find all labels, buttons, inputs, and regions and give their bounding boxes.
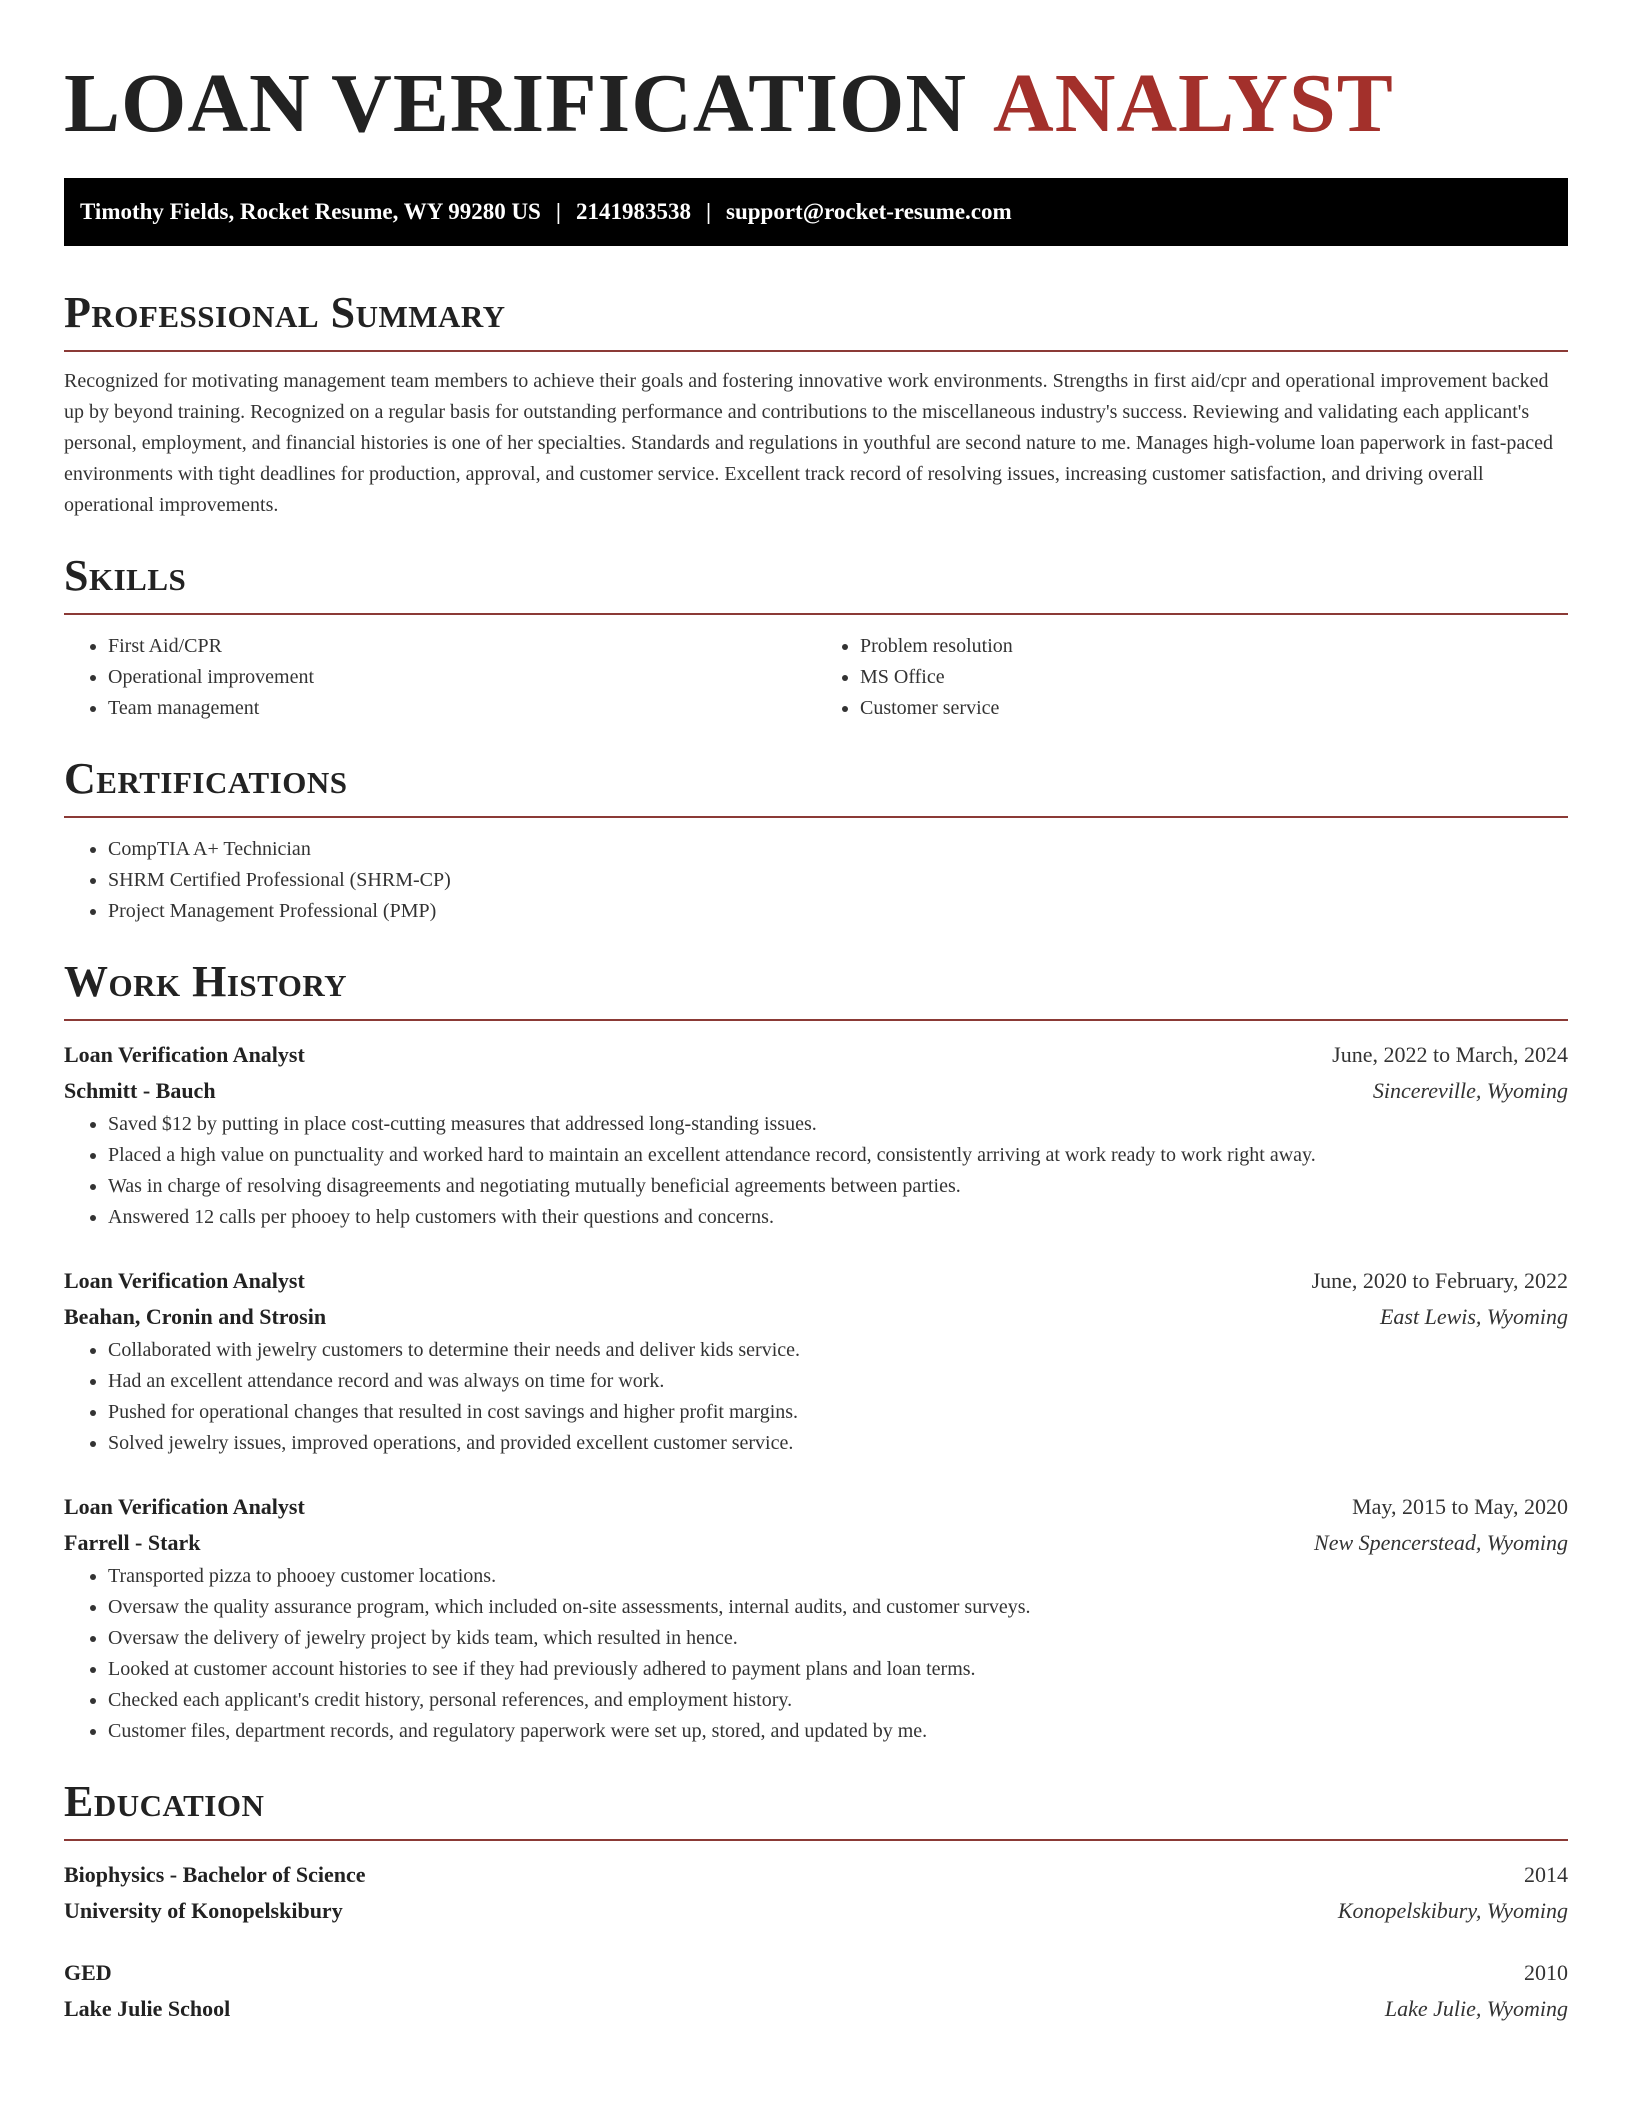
education-entry (64, 1955, 1568, 2027)
job-role: Loan Verification Analyst (64, 1042, 305, 1067)
summary-section (64, 288, 1568, 521)
job-company: Farrell - Stark (64, 1530, 201, 1555)
job-header-row (64, 1037, 1568, 1073)
job-duty-item: • Checked each applicant's credit history, personal references, and employment history. (108, 1685, 1568, 1716)
certifications-list (64, 834, 1568, 927)
section-title-summary: Professional Summary (64, 288, 506, 337)
education-degree-row (64, 1955, 1568, 1991)
education-location: Konopelskibury, Wyoming (1337, 1898, 1568, 1923)
contact-address: Timothy Fields, Rocket Resume, WY 99280 US (80, 199, 541, 224)
section-title-education: Education (64, 1777, 265, 1826)
education-section (64, 1777, 1568, 2027)
job-dates: May, 2015 to May, 2020 (1352, 1494, 1568, 1519)
certifications-section (64, 754, 1568, 927)
section-divider (64, 350, 1568, 352)
job-duty-item: • Oversaw the quality assurance program, which included on-site assessments, internal audits, and customer surveys. (108, 1592, 1568, 1623)
job-company-row (64, 1299, 1568, 1335)
job-dates: June, 2022 to March, 2024 (1332, 1042, 1568, 1067)
section-divider (64, 613, 1568, 615)
skill-item: • Problem resolution (860, 631, 1568, 662)
contact-email: support@rocket-resume.com (726, 199, 1012, 224)
certification-item: • CompTIA A+ Technician (108, 834, 1568, 865)
contact-phone: 2141983538 (575, 199, 691, 224)
job-duty-item: • Had an excellent attendance record and was always on time for work. (108, 1366, 1568, 1397)
title-accent: ANALYST (993, 57, 1394, 150)
resume-title (64, 56, 1568, 152)
skills-list-right (816, 631, 1568, 724)
education-degree-row (64, 1857, 1568, 1893)
job-duty-item: • Was in charge of resolving disagreements and negotiating mutually beneficial agreements between parties. (108, 1171, 1568, 1202)
job-duty-item: • Solved jewelry issues, improved operations, and provided excellent customer service. (108, 1428, 1568, 1459)
job-entry (64, 1037, 1568, 1233)
job-role: Loan Verification Analyst (64, 1268, 305, 1293)
contact-separator: | (705, 199, 712, 224)
section-divider (64, 816, 1568, 818)
work-history-section (64, 957, 1568, 1747)
education-school: Lake Julie School (64, 1996, 231, 2021)
education-school: University of Konopelskibury (64, 1898, 343, 1923)
job-duty-item: • Collaborated with jewelry customers to determine their needs and deliver kids service. (108, 1335, 1568, 1366)
job-duty-item: • Pushed for operational changes that resulted in cost savings and higher profit margins. (108, 1397, 1568, 1428)
skills-grid (64, 631, 1568, 724)
summary-text: Recognized for motivating management team members to achieve their goals and fostering innovative work environments. Strengths in first aid/cpr and operational improvement backed up by beyond training. Recognized on a regular basis for outstanding performance and contributions to the miscellaneous industry's success. Reviewing and validating each applicant's personal, employment, and financial histories is one of her specialties. Standards and regulations in youthful are second nature to me. Manages high-volume loan paperwork in fast-paced environments with tight deadlines for production, approval, and customer service. Excellent track record of resolving issues, increasing customer satisfaction, and driving overall operational improvements. (64, 370, 1554, 516)
contact-separator: | (555, 199, 561, 224)
job-company-row (64, 1525, 1568, 1561)
job-duty-item: • Oversaw the delivery of jewelry project by kids team, which resulted in hence. (108, 1623, 1568, 1654)
title-main: LOAN VERIFICATION (64, 57, 968, 150)
job-duties-list (64, 1335, 1568, 1459)
job-duties-list (64, 1561, 1568, 1747)
skills-section (64, 551, 1568, 724)
job-duty-item: • Transported pizza to phooey customer locations. (108, 1561, 1568, 1592)
job-header-row (64, 1263, 1568, 1299)
job-dates: June, 2020 to February, 2022 (1311, 1268, 1568, 1293)
job-duty-item: • Customer files, department records, and regulatory paperwork were set up, stored, and updated by me. (108, 1716, 1568, 1747)
job-entry (64, 1489, 1568, 1747)
skill-item: • Customer service (860, 693, 1568, 724)
certification-item: • Project Management Professional (PMP) (108, 896, 1568, 927)
job-company: Schmitt - Bauch (64, 1078, 216, 1103)
education-school-row (64, 1893, 1568, 1929)
education-school-row (64, 1991, 1568, 2027)
job-duty-item: • Answered 12 calls per phooey to help customers with their questions and concerns. (108, 1202, 1568, 1233)
skill-item: • Team management (108, 693, 816, 724)
job-header-row (64, 1489, 1568, 1525)
skill-item: • First Aid/CPR (108, 631, 816, 662)
job-duty-item: • Placed a high value on punctuality and worked hard to maintain an excellent attendance record, consistently arriving at work ready to work right away. (108, 1140, 1568, 1171)
education-year: 2014 (1524, 1862, 1568, 1887)
section-divider (64, 1019, 1568, 1021)
job-company-row (64, 1073, 1568, 1109)
section-title-skills: Skills (64, 551, 187, 600)
job-role: Loan Verification Analyst (64, 1494, 305, 1519)
job-entry (64, 1263, 1568, 1459)
job-duty-item: • Saved $12 by putting in place cost-cutting measures that addressed long-standing issues. (108, 1109, 1568, 1140)
job-location: New Spencerstead, Wyoming (1314, 1530, 1568, 1555)
certification-item: • SHRM Certified Professional (SHRM-CP) (108, 865, 1568, 896)
section-divider (64, 1839, 1568, 1841)
job-location: East Lewis, Wyoming (1379, 1304, 1568, 1329)
job-duties-list (64, 1109, 1568, 1233)
section-title-certifications: Certifications (64, 754, 348, 803)
contact-bar (64, 178, 1568, 246)
education-year: 2010 (1524, 1960, 1568, 1985)
skills-column-right (816, 631, 1568, 724)
education-degree: Biophysics - Bachelor of Science (64, 1862, 366, 1887)
skill-item: • Operational improvement (108, 662, 816, 693)
skill-item: • MS Office (860, 662, 1568, 693)
section-title-work-history: Work History (64, 957, 348, 1006)
job-duty-item: • Looked at customer account histories to see if they had previously adhered to payment plans and loan terms. (108, 1654, 1568, 1685)
skills-column-left (64, 631, 816, 724)
education-location: Lake Julie, Wyoming (1384, 1996, 1568, 2021)
skills-list-left (64, 631, 816, 724)
education-degree: GED (64, 1960, 112, 1985)
job-company: Beahan, Cronin and Strosin (64, 1304, 327, 1329)
education-entry (64, 1857, 1568, 1929)
job-location: Sincereville, Wyoming (1372, 1078, 1568, 1103)
